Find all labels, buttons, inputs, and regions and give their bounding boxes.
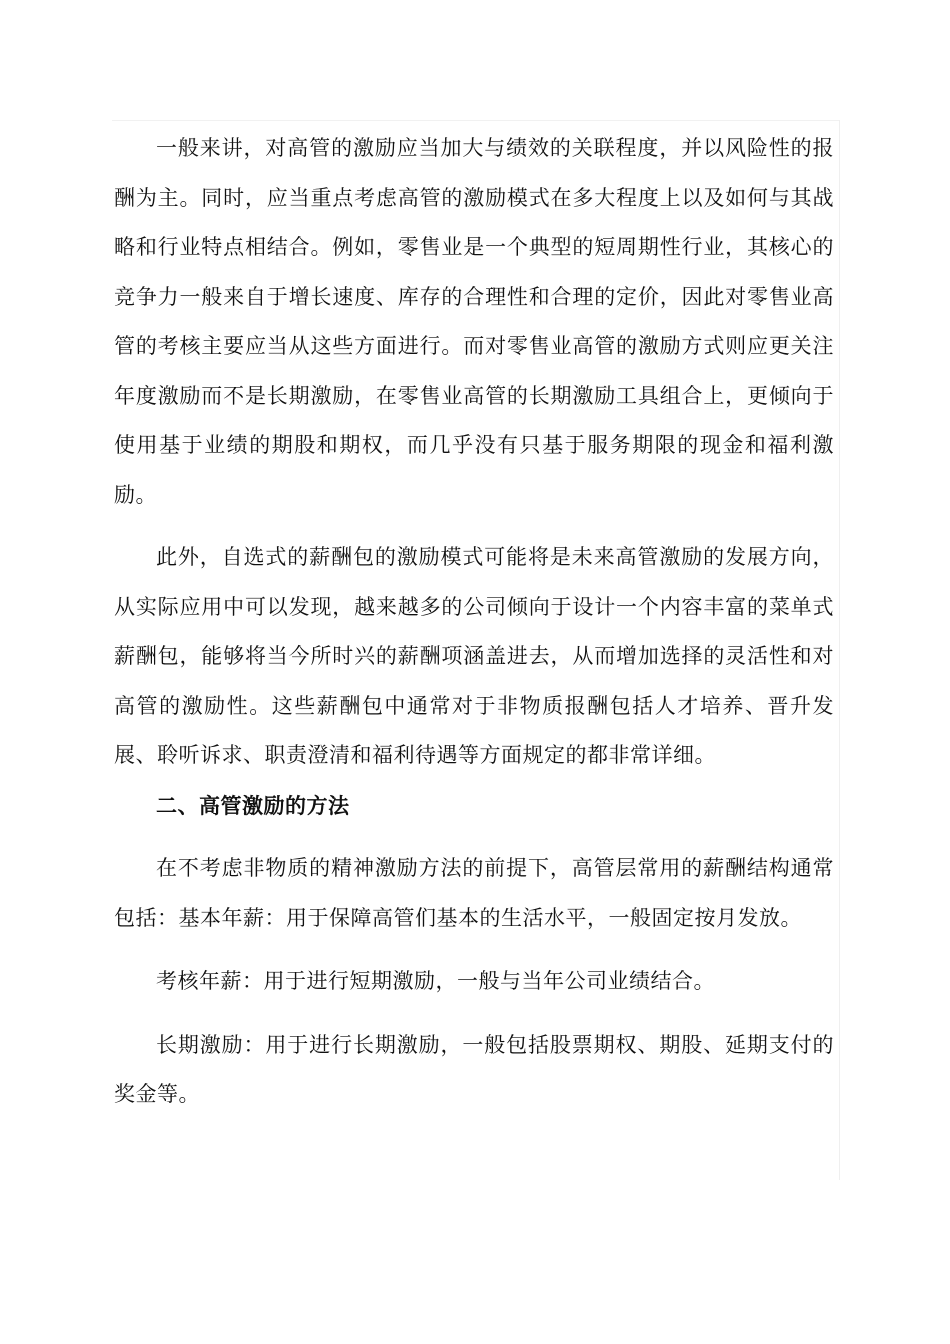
- section-heading: 二、高管激励的方法: [156, 792, 350, 818]
- document-body: [114, 124, 834, 1120]
- paragraph-long-term-incentive: 长期激励：用于进行长期激励，一般包括股票期权、期股、延期支付的奖金等。: [114, 1032, 834, 1106]
- paragraph-assessment-salary: 考核年薪：用于进行短期激励，一般与当年公司业绩结合。: [156, 969, 715, 993]
- paragraph-menu-compensation: 此外，自选式的薪酬包的激励模式可能将是未来高管激励的发展方向，从实际应用中可以发现，越来越多的公司倾向于设计一个内容丰富的菜单式薪酬包，能够将当今所时兴的薪酬项涵盖进去，从而增加选择的灵活性和对高管的激励性。这些薪酬包中通常对于非物质报酬包括人才培养、晋升发展、聆听诉求、职责澄清和福利待遇等方面规定的都非常详细。: [114, 545, 834, 767]
- paragraph-base-salary: 在不考虑非物质的精神激励方法的前提下，高管层常用的薪酬结构通常包括：基本年薪：用于保障高管们基本的生活水平，一般固定按月发放。: [114, 856, 834, 930]
- page-frame-right-border: [839, 120, 840, 1180]
- paragraph-incentive-overview: 一般来讲，对高管的激励应当加大与绩效的关联程度，并以风险性的报酬为主。同时，应当重点考虑高管的激励模式在多大程度上以及如何与其战略和行业特点相结合。例如，零售业是一个典型的短周期性行业，其核心的竞争力一般来自于增长速度、库存的合理性和合理的定价，因此对零售业高管的考核主要应当从这些方面进行。而对零售业高管的激励方式则应更关注年度激励而不是长期激励，在零售业高管的长期激励工具组合上，更倾向于使用基于业绩的期股和期权，而几乎没有只基于服务期限的现金和福利激励。: [114, 136, 834, 507]
- page-frame-top-border: [112, 120, 840, 121]
